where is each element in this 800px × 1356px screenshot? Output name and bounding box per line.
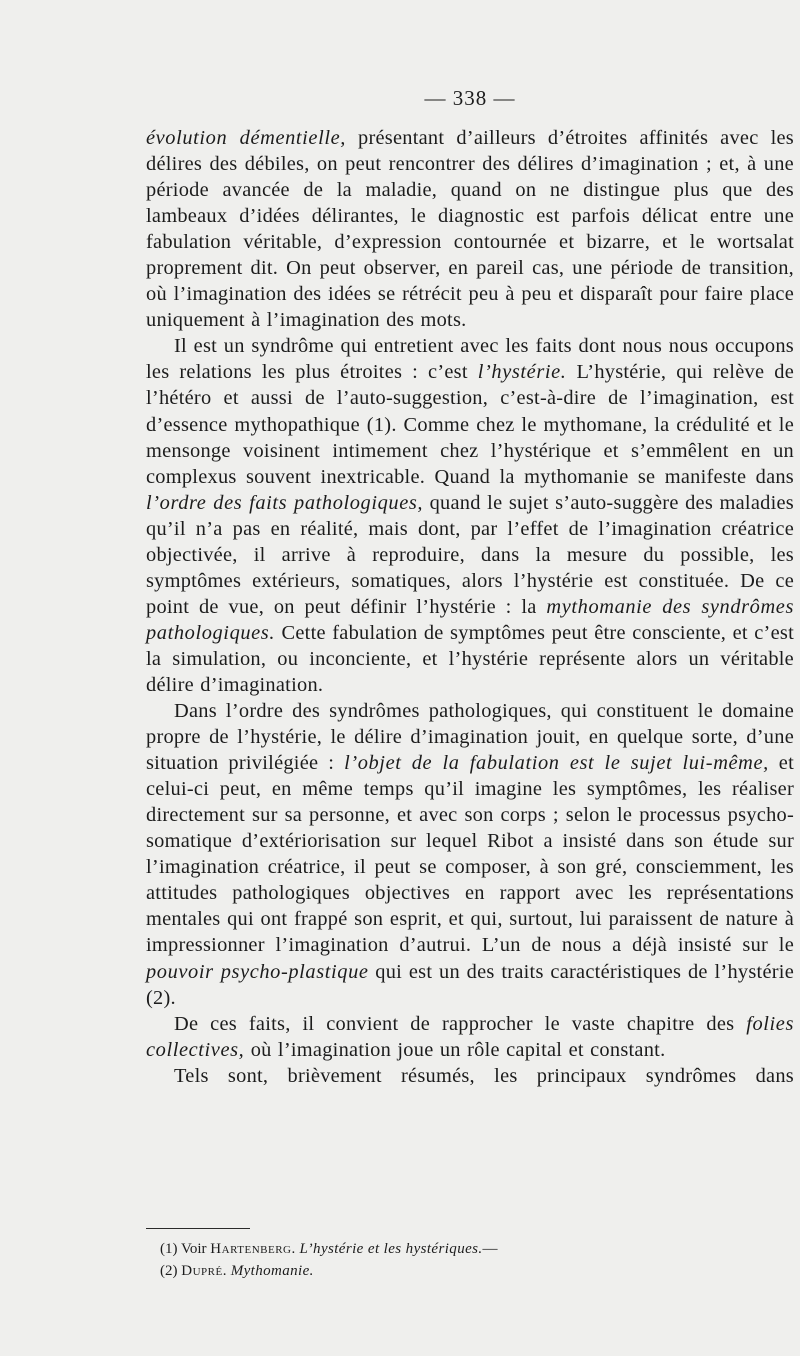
paragraph-2 [146, 333, 794, 698]
paragraph-5 [146, 1063, 794, 1089]
text-run: Il est un syndrôme qui entretient avec les faits dont nous nous occupons les relations les plus étroites : c’est [146, 335, 794, 384]
body-text [146, 125, 794, 1089]
footnote-title: L’hystérie et les hystériques. [299, 1241, 483, 1257]
text-run: où l’imagination joue un rôle capital et constant. [244, 1038, 666, 1061]
page-number: — 338 — [424, 86, 516, 110]
text-run: Tels sont, brièvement résumés, les principaux syndrômes dans [174, 1064, 794, 1087]
italic-phrase: folies collectives, [146, 1012, 794, 1061]
text-run: et celui-ci peut, en même temps qu’il imagine les symptômes, les réaliser directement sur sa personne, et avec son corps ; selon le processus psycho-somatique d’extériorisation sur lequel Ribot a insisté dans son étude sur l’imagination créatrice, il peut se composer, à son gré, consciemment, les attitudes pathologiques objectives en rapport avec les représentations mentales qui ont frappé son esprit, et qui, surtout, lui paraissent de nature à impressionner l’imagination d’autrui. L’un de nous a déjà insisté sur le [146, 752, 794, 957]
paragraph-4 [146, 1011, 794, 1063]
footnote-2 [160, 1260, 780, 1282]
text-run: Dans l’ordre des syndrômes pathologiques, qui constituent le domaine propre de l’hystérie, le délire d’imagination jouit, en quelque sorte, d’une situation privilégiée : [146, 700, 794, 775]
footnote-author: Hartenberg. [210, 1241, 296, 1257]
footnote-author: Dupré. [181, 1263, 227, 1279]
text-run: L’hystérie, qui relève de l’hétéro et aussi de l’auto-suggestion, c’est-à-dire de l’imagination, est d’essence mythopathique (1). Comme chez le mythomane, la crédulité et le mensonge voisinent intimement chez l’hystérique et s’emmêlent en un complexus souvent inextricable. Quand la mythomanie se manifeste dans [146, 361, 794, 488]
text-run: qui est un des traits caractéristiques de l’hystérie (2). [146, 960, 794, 1009]
text-run: quand le sujet s’auto-suggère des maladies qu’il n’a pas en réalité, mais dont, par l’effet de l’imagination créatrice objectivée, il arrive à reproduire, dans la mesure du possible, les symptômes extérieurs, somatiques, alors l’hystérie est constituée. De ce point de vue, on peut définir l’hystérie : la [146, 491, 794, 618]
paragraph-3 [146, 698, 794, 1011]
footnote-text: Voir [180, 1241, 207, 1257]
italic-phrase: évolution démentielle, [146, 127, 346, 149]
text-run: De ces faits, il convient de rapprocher le vaste chapitre des [174, 1012, 747, 1035]
italic-phrase: mythomanie des syndrômes pathologiques. [146, 595, 794, 644]
text-run: présentant d’ailleurs d’étroites affinités avec les délires des débiles, on peut rencontrer des délires d’imagination ; et, à une période avancée de la maladie, quand on ne distingue plus que des lambeaux d’idées délirantes, le diagnostic est parfois délicat entre une fabulation véritable, d’expression contournée et bizarre, et le wortsalat proprement dit. On peut observer, en pareil cas, une période de transition, où l’imagination des idées se rétrécit peu à peu et disparaît pour faire place uniquement à l’imagination des mots. [146, 127, 794, 332]
footnote-dash: — [482, 1241, 498, 1257]
footnote-title: Mythomanie. [230, 1263, 314, 1279]
italic-phrase: l’objet de la fabulation est le sujet lui-même, [344, 752, 769, 775]
footnote-1 [160, 1238, 780, 1260]
footnote-separator [146, 1228, 250, 1229]
italic-phrase: l’ordre des faits pathologiques, [146, 491, 424, 514]
text-run: Cette fabulation de symptômes peut être consciente, et c’est la simulation, ou inconciente, et l’hystérie représente alors un véritable délire d’imagination. [146, 621, 794, 696]
italic-phrase: l’hystérie. [477, 361, 567, 384]
paragraph-1 [146, 125, 794, 333]
italic-phrase: pouvoir psycho-plastique [146, 960, 369, 983]
footnotes [160, 1238, 780, 1282]
footnote-number: (2) [160, 1263, 178, 1279]
footnote-number: (1) [160, 1241, 178, 1257]
